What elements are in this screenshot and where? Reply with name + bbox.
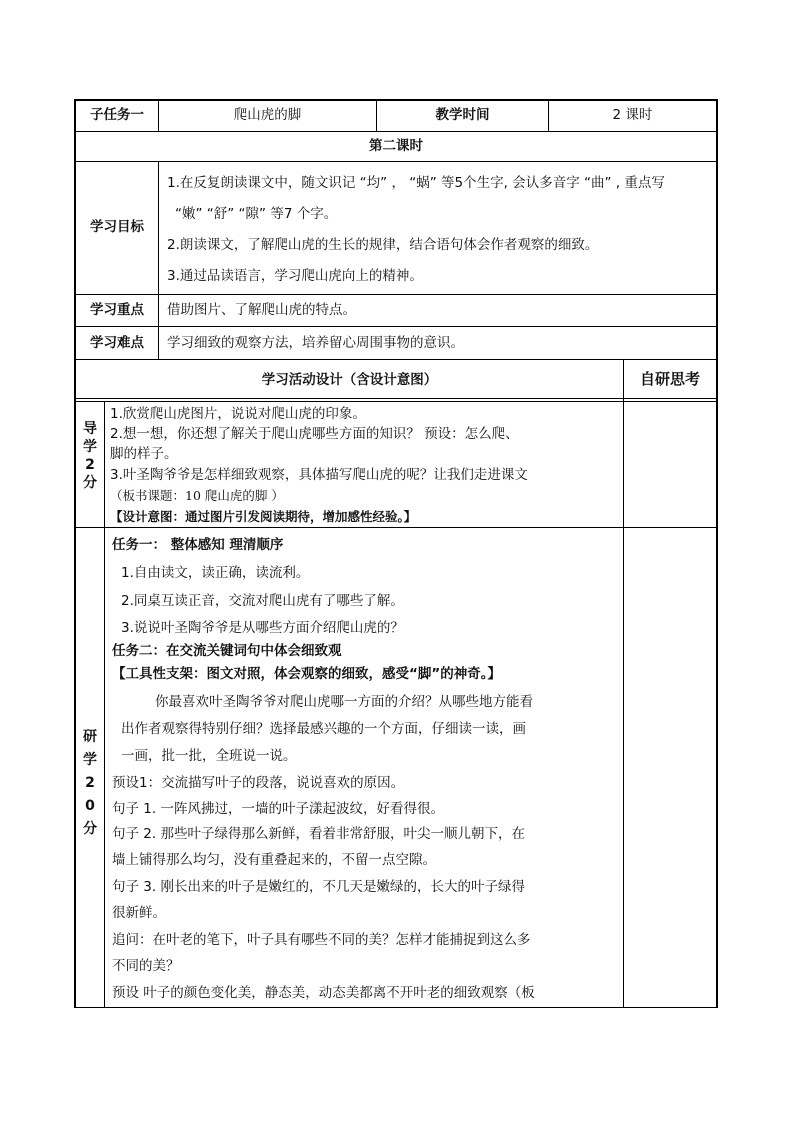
guide-label-char: 分 bbox=[83, 475, 97, 491]
teaching-time-value: 2 课时 bbox=[612, 107, 653, 123]
follow-up-question: 不同的美？ bbox=[112, 958, 180, 974]
key-points-label: 学习重点 bbox=[90, 302, 144, 318]
study-label-char: 分 bbox=[83, 821, 97, 837]
reflection-header: 自研思考 bbox=[639, 370, 700, 388]
study-label-char: 0 bbox=[85, 798, 95, 814]
follow-up-question: 追问：在叶老的笔下，叶子具有哪些不同的美？怎样才能捕捉到这么多 bbox=[112, 932, 531, 948]
guide-label-char: 学 bbox=[83, 439, 97, 455]
guide-line: 3.叶圣陶爷爷是怎样细致观察，具体描写爬山虎的呢？让我们走进课文 bbox=[110, 467, 528, 483]
teaching-time-label: 教学时间 bbox=[435, 107, 490, 123]
sentence-3: 很新鲜。 bbox=[112, 905, 166, 921]
guide-label-char: 2 bbox=[85, 457, 95, 473]
guide-label bbox=[78, 420, 102, 492]
paragraph-line: 出作者观察得特别仔细？选择最感兴趣的一个方面，仔细读一读，画 bbox=[121, 721, 526, 737]
guide-line: 2.想一想，你还想了解关于爬山虎哪些方面的知识？ 预设：怎么爬、 bbox=[110, 426, 519, 442]
study-label-char: 2 bbox=[85, 775, 95, 791]
task1-item: 2.同桌互读正音，交流对爬山虎有了哪些了解。 bbox=[121, 593, 404, 609]
sentence-3: 句子 3. 刚长出来的叶子是嫩红的，不几天是嫩绿的，长大的叶子绿得 bbox=[112, 879, 525, 895]
sentence-1: 句子 1. 一阵风拂过，一墙的叶子漾起波纹，好看得很。 bbox=[112, 801, 444, 817]
objective-line: 1.在反复朗读课文中，随文识记 “均” ， “蜗” 等5个生字, 会认多音字 “曲” , 重点写 bbox=[167, 175, 665, 191]
guide-line: 1.欣赏爬山虎图片，说说对爬山虎的印象。 bbox=[110, 406, 366, 422]
section-title: 第二课时 bbox=[369, 138, 423, 154]
key-points-text: 借助图片、了解爬山虎的特点。 bbox=[167, 302, 356, 318]
preset-1: 预设1：交流描写叶子的段落，说说喜欢的原因。 bbox=[112, 775, 405, 791]
activity-design-header: 学习活动设计（含设计意图） bbox=[261, 372, 438, 388]
guide-line: 脚的样子。 bbox=[110, 446, 178, 462]
task2-title: 任务二：在交流关键词句中体会细致观 bbox=[112, 643, 342, 659]
paragraph-line: 你最喜欢叶圣陶爷爷对爬山虎哪一方面的介绍？从哪些地方能看 bbox=[155, 694, 533, 710]
sentence-2: 句子 2. 那些叶子绿得那么新鲜，看着非常舒服，叶尖一顺儿朝下，在 bbox=[112, 826, 525, 842]
guide-line: （板书课题：10 爬山虎的脚 ） bbox=[110, 488, 284, 503]
support-note: 【工具性支架：图文对照，体会观察的细致，感受“脚”的神奇。】 bbox=[112, 666, 501, 682]
study-label bbox=[78, 726, 102, 841]
preset-final: 预设 叶子的颜色变化美，静态美，动态美都离不开叶老的细致观察（板 bbox=[112, 985, 535, 1001]
study-label-char: 研 bbox=[83, 729, 97, 745]
sentence-2: 墙上铺得那么均匀，没有重叠起来的，不留一点空隙。 bbox=[112, 852, 436, 868]
paragraph-line: 一画，批一批，全班说一说。 bbox=[121, 748, 297, 764]
objective-line: 2.朗读课文，了解爬山虎的生长的规律，结合语句体会作者观察的细致。 bbox=[167, 237, 599, 253]
guide-label-char: 导 bbox=[83, 421, 97, 437]
task1-title: 任务一： 整体感知 理清顺序 bbox=[112, 537, 284, 553]
task1-item: 1.自由读文，读正确，读流利。 bbox=[121, 565, 310, 581]
objective-line: 3.通过品读语言，学习爬山虎向上的精神。 bbox=[167, 268, 423, 284]
subtask-label: 子任务一 bbox=[90, 107, 144, 123]
objective-line: “嫩” “舒” “隙” 等7 个字。 bbox=[175, 206, 338, 222]
difficulties-text: 学习细致的观察方法，培养留心周围事物的意识。 bbox=[167, 335, 464, 351]
objectives-label: 学习目标 bbox=[90, 219, 144, 235]
design-intent: 【设计意图：通过图片引发阅读期待，增加感性经验。】 bbox=[110, 509, 417, 524]
task1-item: 3.说说叶圣陶爷爷是从哪些方面介绍爬山虎的？ bbox=[121, 620, 404, 636]
difficulties-label: 学习难点 bbox=[90, 335, 144, 351]
lesson-title: 爬山虎的脚 bbox=[233, 107, 302, 123]
study-label-char: 学 bbox=[83, 752, 97, 768]
